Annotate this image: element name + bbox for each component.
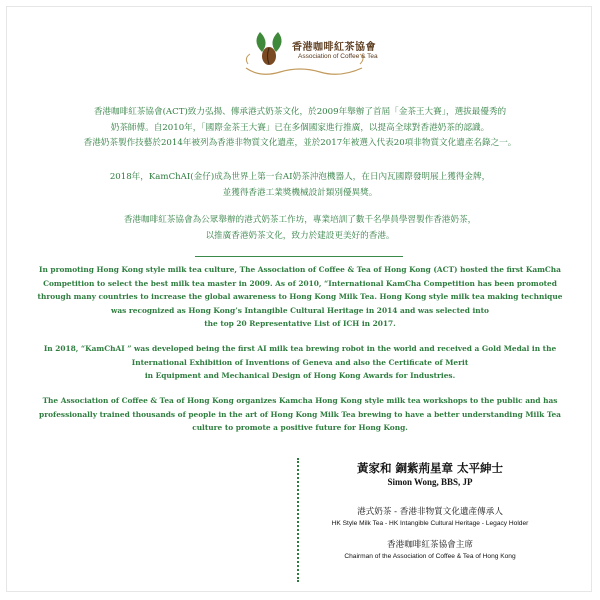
dotted-vertical-divider bbox=[297, 458, 299, 582]
text-line: through many countries to increase the global awareness to Hong Kong Milk Tea. Hong Kong style milk tea making technique bbox=[37, 292, 563, 301]
text-line: 2018年，KamChAI(金仔)成為世界上第一台AI奶茶沖泡機器人，在日內瓦國際發明展上獲得金牌， bbox=[109, 172, 491, 182]
text-line: The Association of Coffee & Tea of Hong Kong organizes Kamcha Hong Kong style milk tea workshops to the public and has bbox=[42, 396, 558, 405]
text-line: In 2018, “KamChAI ” was developed being the first AI milk tea brewing robot in the world and received a Gold Medal in the bbox=[43, 344, 557, 353]
signatory-role-2-en: Chairman of the Association of Coffee & Tea of Hong Kong bbox=[344, 553, 516, 560]
text-line: 奶茶師傅。自2010年，「國際金茶王大賽」已在多個國家進行推廣，以提高全球對香港奶茶的認識。 bbox=[110, 122, 490, 133]
intro-zh-paragraph-3 bbox=[20, 213, 580, 244]
text-line: 香港咖啡紅茶協會(ACT)致力弘揚、傳承港式奶茶文化，於2009年舉辦了首屆「金茶王大賽」，選拔最優秀的 bbox=[93, 107, 507, 117]
intro-en-paragraph-1 bbox=[26, 263, 574, 331]
signatory-name-zh: 黃家和 銅紫荊星章 太平紳士 bbox=[356, 461, 503, 475]
intro-zh-paragraph-2 bbox=[20, 170, 580, 201]
signatory-name-en: Simon Wong, BBS, JP bbox=[387, 477, 473, 487]
intro-en-paragraph-3 bbox=[26, 394, 574, 435]
logo-name-en: Association of Coffee & Tea bbox=[298, 53, 378, 60]
section-divider bbox=[195, 256, 403, 257]
text-line: In promoting Hong Kong style milk tea culture, The Association of Coffee & Tea of Hong Kong (ACT) hosted the first KamCha bbox=[39, 265, 561, 274]
signatory-role-1-en: HK Style Milk Tea - HK Intangible Cultural Heritage - Legacy Holder bbox=[331, 520, 529, 527]
text-line: International Exhibition of Inventions of Geneva and also the Certificate of Merit bbox=[131, 357, 469, 367]
text-line: professionally trained thousands of people in the art of Hong Kong Milk Tea brewing to have a better understanding Milk Tea bbox=[39, 409, 561, 419]
signatory-role-1-zh: 港式奶茶 - 香港非物質文化遺產傳承人 bbox=[357, 507, 503, 517]
text-line: the top 20 Representative List of ICH in 2017. bbox=[204, 319, 396, 328]
intro-zh-paragraph-1 bbox=[20, 105, 580, 152]
logo-name-zh: 香港咖啡紅茶協會 bbox=[292, 42, 376, 53]
text-line: 並獲得香港工業獎機械設計類別優異獎。 bbox=[222, 187, 378, 198]
act-logo bbox=[240, 28, 378, 80]
intro-en-paragraph-2 bbox=[26, 342, 574, 383]
text-line: Competition to select the best milk tea master in 2009. As of 2010, “International KamCha Competition has been promoted bbox=[43, 278, 557, 288]
text-line: was recognized as Hong Kong’s Intangible Cultural Heritage in 2014 and was selected into bbox=[110, 305, 489, 315]
text-line: culture to promote a positive future for Hong Kong. bbox=[192, 423, 408, 432]
text-line: 香港咖啡紅茶協會為公眾舉辦的港式奶茶工作坊，專業培訓了數千名學員學習製作香港奶茶， bbox=[123, 215, 477, 225]
text-line: 以推廣香港奶茶文化，致力於建設更美好的香港。 bbox=[205, 230, 395, 241]
text-line: in Equipment and Mechanical Design of Hong Kong Awards for Industries. bbox=[144, 371, 456, 380]
signatory-role-2-zh: 香港咖啡紅茶協會主席 bbox=[387, 540, 473, 550]
text-line: 香港奶茶製作技藝於2014年被列為香港非物質文化遺產，並於2017年被選入代表20項非物質文化遺產名錄之一。 bbox=[83, 138, 517, 148]
